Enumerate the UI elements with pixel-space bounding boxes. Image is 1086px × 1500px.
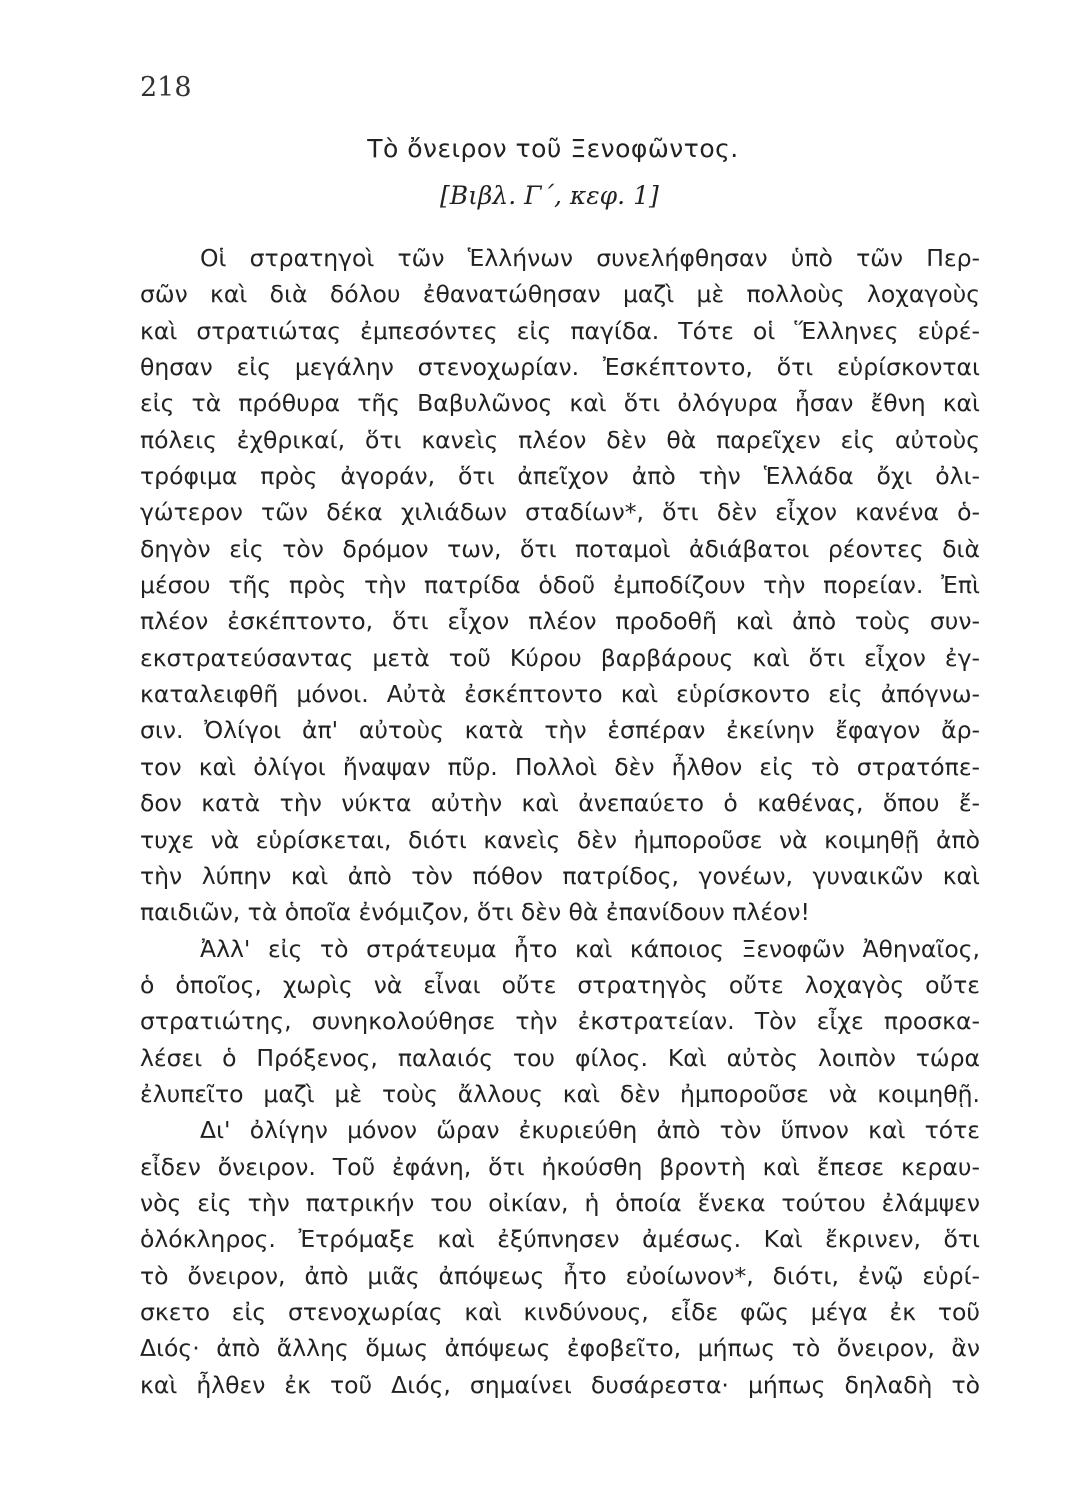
- text-line: τὸ ὄνειρον, ἀπὸ μιᾶς ἀπόψεως ἦτο εὐοίωνον*, διότι, ἐνῷ εὑρί-: [140, 1261, 980, 1290]
- text-line: στρατιώτης, συνηκολούθησε τὴν ἐκστρατείαν. Τὸν εἶχε προσκα-: [140, 1007, 980, 1036]
- text-line: καὶ στρατιώτας ἐμπεσόντες εἰς παγίδα. Τότε οἱ Ἕλληνες εὑρέ-: [140, 316, 980, 345]
- body-text: [140, 240, 980, 1403]
- book-reference: [Βιβλ. Γ΄, κεφ. 1]: [440, 181, 659, 210]
- text-line: τον καὶ ὀλίγοι ἤναψαν πῦρ. Πολλοὶ δὲν ἦλθον εἰς τὸ στρατόπε-: [140, 752, 980, 781]
- text-line: Οἱ στρατηγοὶ τῶν Ἑλλήνων συνελήφθησαν ὑπὸ τῶν Περ-: [200, 244, 980, 272]
- text-line: Διός· ἀπὸ ἄλλης ὅμως ἀπόψεως ἐφοβεῖτο, μήπως τὸ ὄνειρον, ἂν: [140, 1334, 980, 1363]
- text-line: πλέον ἐσκέπτοντο, ὅτι εἶχον πλέον προδοθῆ καὶ ἀπὸ τοὺς συν-: [140, 607, 980, 636]
- text-line: παιδιῶν, τὰ ὁποῖα ἐνόμιζον, ὅτι δὲν θὰ ἐπανίδουν πλέον!: [140, 898, 810, 927]
- text-line: πόλεις ἐχθρικαί, ὅτι κανεὶς πλέον δὲν θὰ παρεῖχεν εἰς αὐτοὺς: [140, 425, 980, 454]
- text-line: καὶ ἦλθεν ἐκ τοῦ Διός, σημαίνει δυσάρεστα· μήπως δηλαδὴ τὸ: [140, 1370, 980, 1399]
- text-line: σῶν καὶ διὰ δόλου ἐθανατώθησαν μαζὶ μὲ πολλοὺς λοχαγοὺς: [140, 280, 980, 309]
- page-title: Τὸ ὄνειρον τοῦ Ξενοφῶντος.: [367, 134, 739, 163]
- text-line: τυχε νὰ εὑρίσκεται, διότι κανεὶς δὲν ἠμποροῦσε νὰ κοιμηθῇ ἀπὸ: [140, 825, 980, 854]
- paragraph-3: [140, 1112, 980, 1403]
- text-line: Δι' ὀλίγην μόνον ὥραν ἐκυριεύθη ἀπὸ τὸν ὕπνον καὶ τότε: [200, 1116, 980, 1145]
- text-line: θησαν εἰς μεγάλην στενοχωρίαν. Ἐσκέπτοντο, ὅτι εὑρίσκονται: [140, 353, 980, 382]
- paragraph-2: [140, 931, 980, 1113]
- text-line: μέσου τῆς πρὸς τὴν πατρίδα ὁδοῦ ἐμποδίζουν τὴν πορείαν. Ἐπὶ: [140, 571, 980, 600]
- text-line: ὁ ὁποῖος, χωρὶς νὰ εἶναι οὔτε στρατηγὸς οὔτε λοχαγὸς οὔτε: [140, 970, 980, 999]
- text-line: νὸς εἰς τὴν πατρικήν του οἰκίαν, ἡ ὁποία ἕνεκα τούτου ἐλάμψεν: [140, 1188, 980, 1217]
- text-line: Ἀλλ' εἰς τὸ στράτευμα ἦτο καὶ κάποιος Ξενοφῶν Ἀθηναῖος,: [200, 934, 980, 963]
- text-line: λέσει ὁ Πρόξενος, παλαιός του φίλος. Καὶ αὐτὸς λοιπὸν τώρα: [140, 1043, 980, 1072]
- text-line: δηγὸν εἰς τὸν δρόμον των, ὅτι ποταμοὶ ἀδιάβατοι ρέοντες διὰ: [140, 534, 980, 563]
- text-line: ὁλόκληρος. Ἐτρόμαξε καὶ ἐξύπνησεν ἀμέσως. Καὶ ἔκρινεν, ὅτι: [140, 1225, 980, 1254]
- text-line: γώτερον τῶν δέκα χιλιάδων σταδίων*, ὅτι δὲν εἶχον κανένα ὁ-: [140, 498, 980, 527]
- paragraph-1: [140, 240, 980, 931]
- text-line: δον κατὰ τὴν νύκτα αὐτὴν καὶ ἀνεπαύετο ὁ καθένας, ὅπου ἔ-: [140, 789, 980, 818]
- text-line: σκετο εἰς στενοχωρίας καὶ κινδύνους, εἶδε φῶς μέγα ἐκ τοῦ: [140, 1297, 980, 1326]
- text-line: εἶδεν ὄνειρον. Τοῦ ἐφάνη, ὅτι ἠκούσθη βροντὴ καὶ ἔπεσε κεραυ-: [140, 1152, 980, 1181]
- text-line: τρόφιμα πρὸς ἀγοράν, ὅτι ἀπεῖχον ἀπὸ τὴν Ἑλλάδα ὄχι ὀλι-: [140, 462, 980, 491]
- text-line: εκστρατεύσαντας μετὰ τοῦ Κύρου βαρβάρους καὶ ὅτι εἶχον ἐγ-: [140, 643, 980, 672]
- text-line: ἐλυπεῖτο μαζὶ μὲ τοὺς ἄλλους καὶ δὲν ἠμποροῦσε νὰ κοιμηθῇ.: [140, 1079, 980, 1108]
- text-line: τὴν λύπην καὶ ἀπὸ τὸν πόθον πατρίδος, γονέων, γυναικῶν καὶ: [140, 861, 980, 890]
- text-line: εἰς τὰ πρόθυρα τῆς Βαβυλῶνος καὶ ὅτι ὀλόγυρα ἦσαν ἔθνη καὶ: [140, 389, 980, 418]
- page-number: 218: [140, 72, 192, 103]
- text-line: σιν. Ὀλίγοι ἀπ' αὐτοὺς κατὰ τὴν ἑσπέραν ἐκείνην ἔφαγον ἄρ-: [140, 716, 980, 745]
- text-line: καταλειφθῆ μόνοι. Αὐτὰ ἐσκέπτοντο καὶ εὑρίσκοντο εἰς ἀπόγνω-: [140, 680, 980, 709]
